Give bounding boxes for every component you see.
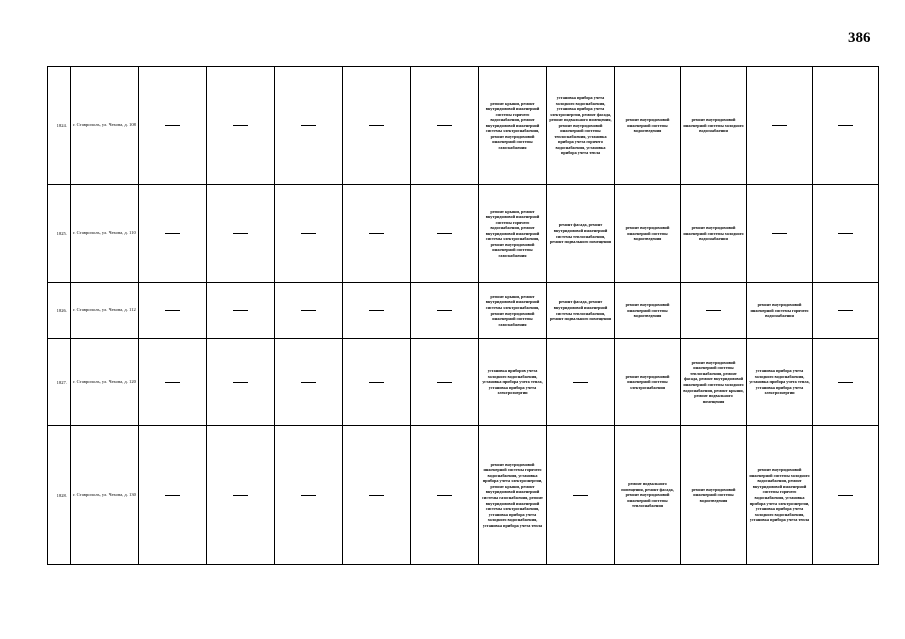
work-description-cell: ремонт внутридомовой инженерной системы холодного водоснабжения xyxy=(681,185,747,283)
row-number: 1827. xyxy=(48,339,71,426)
empty-cell xyxy=(681,283,747,339)
work-description-cell: установка прибора учета холодного водоснабжения, установка прибора учета тепла, установка прибора учета электроэнергии xyxy=(747,339,813,426)
empty-cell xyxy=(139,283,207,339)
empty-cell xyxy=(207,67,275,185)
empty-cell xyxy=(207,283,275,339)
table-body xyxy=(48,67,879,565)
empty-cell xyxy=(207,185,275,283)
empty-cell xyxy=(411,426,479,565)
empty-cell xyxy=(343,185,411,283)
empty-cell xyxy=(747,185,813,283)
empty-cell xyxy=(343,283,411,339)
work-description-cell: установка прибора учета холодного водоснабжения, установка прибора учета электроэнергии, ремонт фасада, ремонт подвального помещения, ремонт внутридомовой инженерной системы теплоснабжения, установка прибора учета горячего водоснабжения, установка прибора учета тепла xyxy=(547,67,615,185)
dash-mark xyxy=(838,382,853,383)
dash-mark xyxy=(301,233,316,234)
row-number: 1824. xyxy=(48,67,71,185)
work-description-cell: ремонт внутридомовой инженерной системы теплоснабжения, ремонт фасада, ремонт внутридомовой инженерной системы холодного водоснабжения, ремонт крыши, ремонт подвального помещения xyxy=(681,339,747,426)
empty-cell xyxy=(139,426,207,565)
empty-cell xyxy=(207,339,275,426)
empty-cell xyxy=(275,185,343,283)
dash-mark xyxy=(838,310,853,311)
dash-mark xyxy=(301,310,316,311)
dash-mark xyxy=(369,495,384,496)
dash-mark xyxy=(369,233,384,234)
row-address: г. Ставрополь, ул. Чехова, д. 120 xyxy=(71,339,139,426)
row-address: г. Ставрополь, ул. Чехова, д. 108 xyxy=(71,67,139,185)
work-description-cell: ремонт внутридомовой инженерной системы электроснабжения xyxy=(615,339,681,426)
dash-mark xyxy=(369,310,384,311)
dash-mark xyxy=(838,125,853,126)
empty-cell xyxy=(547,339,615,426)
empty-cell xyxy=(813,283,879,339)
table-row xyxy=(48,185,879,283)
dash-mark xyxy=(233,495,248,496)
dash-mark xyxy=(772,125,787,126)
dash-mark xyxy=(573,382,588,383)
empty-cell xyxy=(139,339,207,426)
work-description-cell: ремонт фасада, ремонт внутридомовой инженерной системы теплоснабжения, ремонт подвального помещения xyxy=(547,185,615,283)
dash-mark xyxy=(165,125,180,126)
work-description-cell: ремонт крыши, ремонт внутридомовой инженерной системы горячего водоснабжения, ремонт внутридомовой инженерной системы электроснабжения, ремонт внутридомовой инженерной системы газоснабжения xyxy=(479,185,547,283)
empty-cell xyxy=(813,185,879,283)
dash-mark xyxy=(437,233,452,234)
table-row xyxy=(48,426,879,565)
dash-mark xyxy=(233,382,248,383)
dash-mark xyxy=(165,310,180,311)
dash-mark xyxy=(301,125,316,126)
row-number: 1826. xyxy=(48,283,71,339)
empty-cell xyxy=(411,283,479,339)
empty-cell xyxy=(411,339,479,426)
empty-cell xyxy=(747,67,813,185)
dash-mark xyxy=(369,382,384,383)
dash-mark xyxy=(165,495,180,496)
row-number: 1825. xyxy=(48,185,71,283)
empty-cell xyxy=(207,426,275,565)
work-description-cell: ремонт внутридомовой инженерной системы горячего водоснабжения, установка прибора учета электроэнергии, ремонт крыши, ремонт внутридомовой инженерной системы газоснабжения, ремонт внутридомовой инженерной системы электроснабжения, установка прибора учета холодного водоснабжения, установка прибора учета тепла xyxy=(479,426,547,565)
work-description-cell: ремонт внутридомовой инженерной системы водоотведения xyxy=(615,67,681,185)
dash-mark xyxy=(301,495,316,496)
dash-mark xyxy=(838,233,853,234)
dash-mark xyxy=(233,233,248,234)
work-description-cell: ремонт внутридомовой инженерной системы водоотведения xyxy=(681,426,747,565)
empty-cell xyxy=(139,67,207,185)
empty-cell xyxy=(813,339,879,426)
dash-mark xyxy=(437,495,452,496)
empty-cell xyxy=(275,339,343,426)
work-description-cell: установка приборов учета холодного водоснабжения, установка прибора учета тепла, установка прибора учета электроэнергии xyxy=(479,339,547,426)
dash-mark xyxy=(772,233,787,234)
empty-cell xyxy=(813,426,879,565)
dash-mark xyxy=(838,495,853,496)
empty-cell xyxy=(411,67,479,185)
empty-cell xyxy=(275,67,343,185)
work-description-cell: ремонт внутридомовой инженерной системы холодного водоснабжения xyxy=(681,67,747,185)
work-description-cell: ремонт крыши, ремонт внутридомовой инженерной системы горячего водоснабжения, ремонт внутридомовой инженерной системы электроснабжения, ремонт внутридомовой инженерной системы газоснабжения xyxy=(479,67,547,185)
work-description-cell: ремонт внутридомовой инженерной системы холодного водоснабжения, ремонт внутридомовой инженерной системы горячего водоснабжения, установка прибора учета электроэнергии, установка прибора учета холодного водоснабжения, установка прибора учета тепла xyxy=(747,426,813,565)
empty-cell xyxy=(343,426,411,565)
work-description-cell: ремонт внутридомовой инженерной системы горячего водоснабжения xyxy=(747,283,813,339)
row-address: г. Ставрополь, ул. Чехова, д. 110 xyxy=(71,185,139,283)
work-description-cell: ремонт подвального помещения, ремонт фасада, ремонт внутридомовой инженерной системы теплоснабжения xyxy=(615,426,681,565)
row-number: 1828. xyxy=(48,426,71,565)
table-row xyxy=(48,67,879,185)
work-description-cell: ремонт внутридомовой инженерной системы водоотведения xyxy=(615,185,681,283)
empty-cell xyxy=(813,67,879,185)
work-description-cell: ремонт внутридомовой инженерной системы водоотведения xyxy=(615,283,681,339)
work-description-cell: ремонт фасада, ремонт внутридомовой инженерной системы теплоснабжения, ремонт подвального помещения xyxy=(547,283,615,339)
dash-mark xyxy=(301,382,316,383)
work-description-cell: ремонт крыши, ремонт внутридомовой инженерной системы электроснабжения, ремонт внутридомовой инженерной системы газоснабжения xyxy=(479,283,547,339)
dash-mark xyxy=(437,382,452,383)
empty-cell xyxy=(343,339,411,426)
dash-mark xyxy=(437,125,452,126)
dash-mark xyxy=(165,382,180,383)
dash-mark xyxy=(165,233,180,234)
dash-mark xyxy=(233,310,248,311)
dash-mark xyxy=(573,495,588,496)
empty-cell xyxy=(547,426,615,565)
table-row xyxy=(48,339,879,426)
table-row xyxy=(48,283,879,339)
dash-mark xyxy=(437,310,452,311)
empty-cell xyxy=(275,426,343,565)
repair-schedule-table xyxy=(47,66,879,565)
page-number: 386 xyxy=(848,30,871,46)
row-address: г. Ставрополь, ул. Чехова, д. 112 xyxy=(71,283,139,339)
empty-cell xyxy=(275,283,343,339)
empty-cell xyxy=(411,185,479,283)
dash-mark xyxy=(369,125,384,126)
dash-mark xyxy=(706,310,721,311)
row-address: г. Ставрополь, ул. Чехова, д. 130 xyxy=(71,426,139,565)
dash-mark xyxy=(233,125,248,126)
empty-cell xyxy=(139,185,207,283)
empty-cell xyxy=(343,67,411,185)
